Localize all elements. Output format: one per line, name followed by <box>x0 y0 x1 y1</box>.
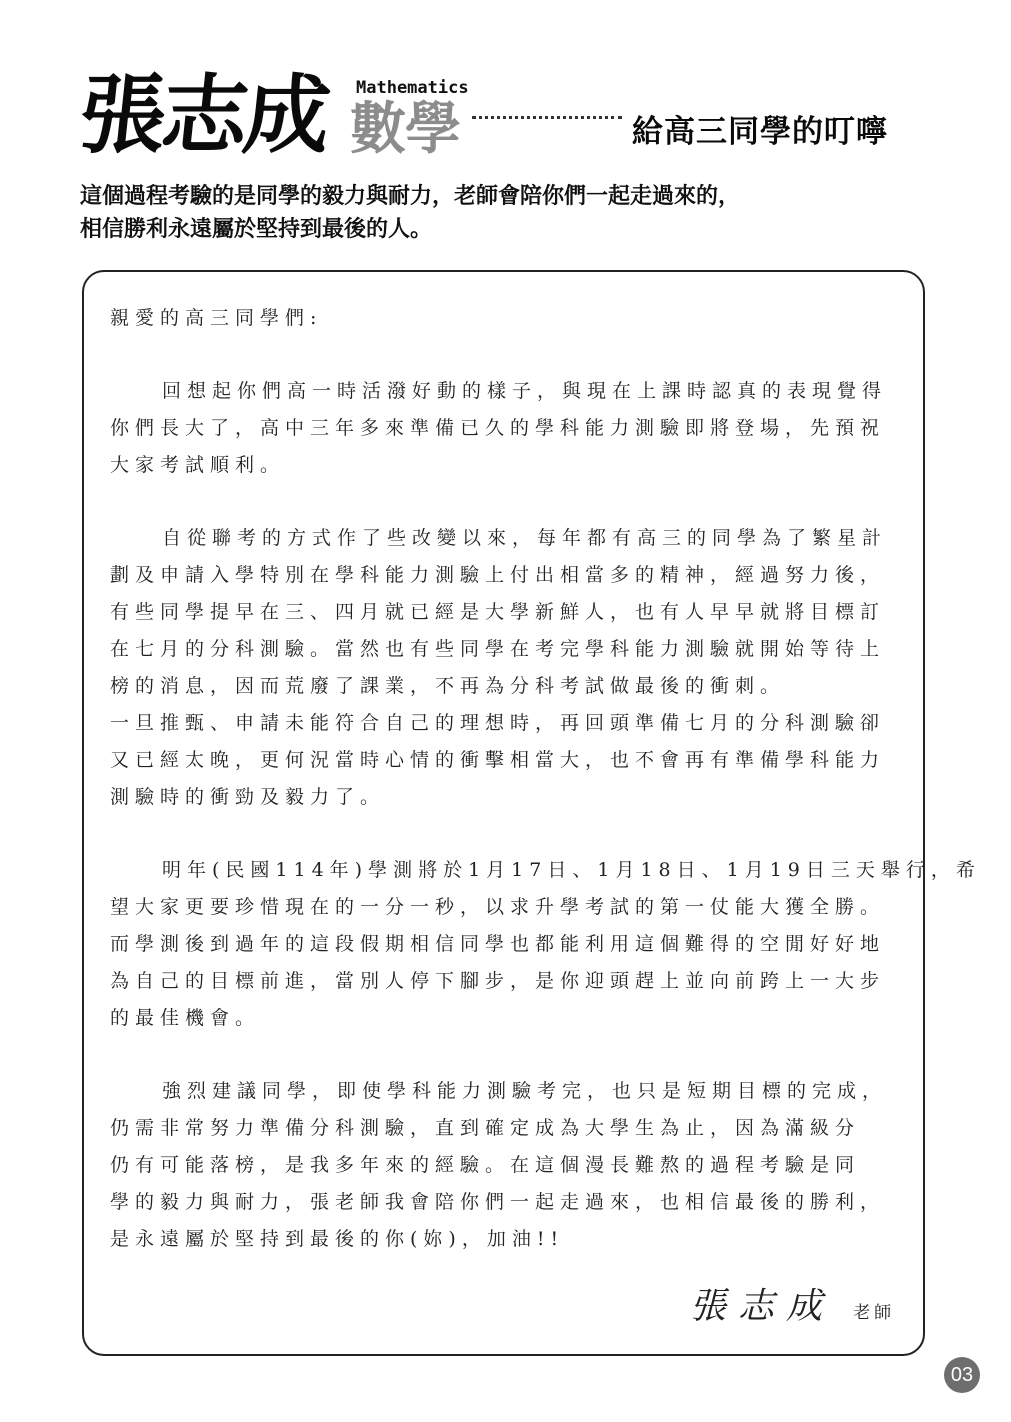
dotted-leader <box>472 116 622 119</box>
letter-line: 回想起你們高一時活潑好動的樣子，與現在上課時認真的表現覺得 <box>162 380 888 402</box>
letter-line: 明年(民國114年)學測將於1月17日、1月18日、1月19日三天舉行，希 <box>162 859 981 881</box>
letter-line: 學的毅力與耐力，張老師我會陪你們一起走過來，也相信最後的勝利， <box>110 1191 886 1213</box>
letter-line: 一旦推甄、申請未能符合自己的理想時，再回頭準備七月的分科測驗卻 <box>110 712 886 734</box>
letter-line: 大家考試順利。 <box>110 454 286 476</box>
letter-line: 為自己的目標前進，當別人停下腳步，是你迎頭趕上並向前跨上一大步 <box>110 970 886 992</box>
letter-paragraph <box>110 852 981 1037</box>
letter-line: 自從聯考的方式作了些改變以來，每年都有高三的同學為了繁星計 <box>162 527 888 549</box>
subject-english: Mathematics <box>356 78 469 98</box>
letter-line: 望大家更要珍惜現在的一分一秒，以求升學考試的第一仗能大獲全勝。 <box>110 896 886 918</box>
letter-line: 仍需非常努力準備分科測驗，直到確定成為大學生為止，因為滿級分 <box>110 1117 861 1139</box>
letter-paragraph <box>110 373 900 484</box>
letter-line: 的最佳機會。 <box>110 1007 261 1029</box>
letter-line: 榜的消息，因而荒廢了課業，不再為分科考試做最後的衝刺。 <box>110 675 786 697</box>
page-number: 03 <box>944 1357 980 1393</box>
letter-greeting: 親愛的高三同學們: <box>110 307 323 329</box>
letter-line: 測驗時的衝勁及毅力了。 <box>110 786 386 808</box>
letter-line: 劃及申請入學特別在學科能力測驗上付出相當多的精神，經過努力後， <box>110 564 886 586</box>
letter-paragraph <box>110 520 900 816</box>
letter-body <box>110 300 981 1258</box>
letter-line: 在七月的分科測驗。當然也有些同學在考完學科能力測驗就開始等待上 <box>110 638 886 660</box>
letter-line: 有些同學提早在三、四月就已經是大學新鮮人，也有人早早就將目標訂 <box>110 601 886 623</box>
letter-line: 你們長大了，高中三年多來準備已久的學科能力測驗即將登場，先預祝 <box>110 417 886 439</box>
intro-text <box>80 180 940 246</box>
letter-line: 仍有可能落榜，是我多年來的經驗。在這個漫長難熬的過程考驗是同 <box>110 1154 861 1176</box>
letter-paragraph <box>110 1073 900 1258</box>
subject-chinese: 數學 <box>350 97 460 162</box>
intro-line: 相信勝利永遠屬於堅持到最後的人。 <box>80 217 433 242</box>
letter-line: 而學測後到過年的這段假期相信同學也都能利用這個難得的空閒好好地 <box>110 933 886 955</box>
letter-line: 強烈建議同學，即使學科能力測驗考完，也只是短期目標的完成， <box>162 1080 888 1102</box>
letter-line: 是永遠屬於堅持到最後的你(妳)，加油!! <box>110 1228 565 1250</box>
author-name-title: 張志成 <box>74 66 332 166</box>
header <box>74 66 940 168</box>
signature-title: 老師 <box>853 1303 896 1323</box>
letter-line: 又已經太晚，更何況當時心情的衝擊相當大，也不會再有準備學科能力 <box>110 749 886 771</box>
page-subtitle: 給高三同學的叮嚀 <box>632 114 888 150</box>
signature <box>690 1278 895 1329</box>
signature-name: 張志成 <box>690 1286 835 1327</box>
intro-line: 這個過程考驗的是同學的毅力與耐力，老師會陪你們一起走過來的， <box>80 184 741 209</box>
